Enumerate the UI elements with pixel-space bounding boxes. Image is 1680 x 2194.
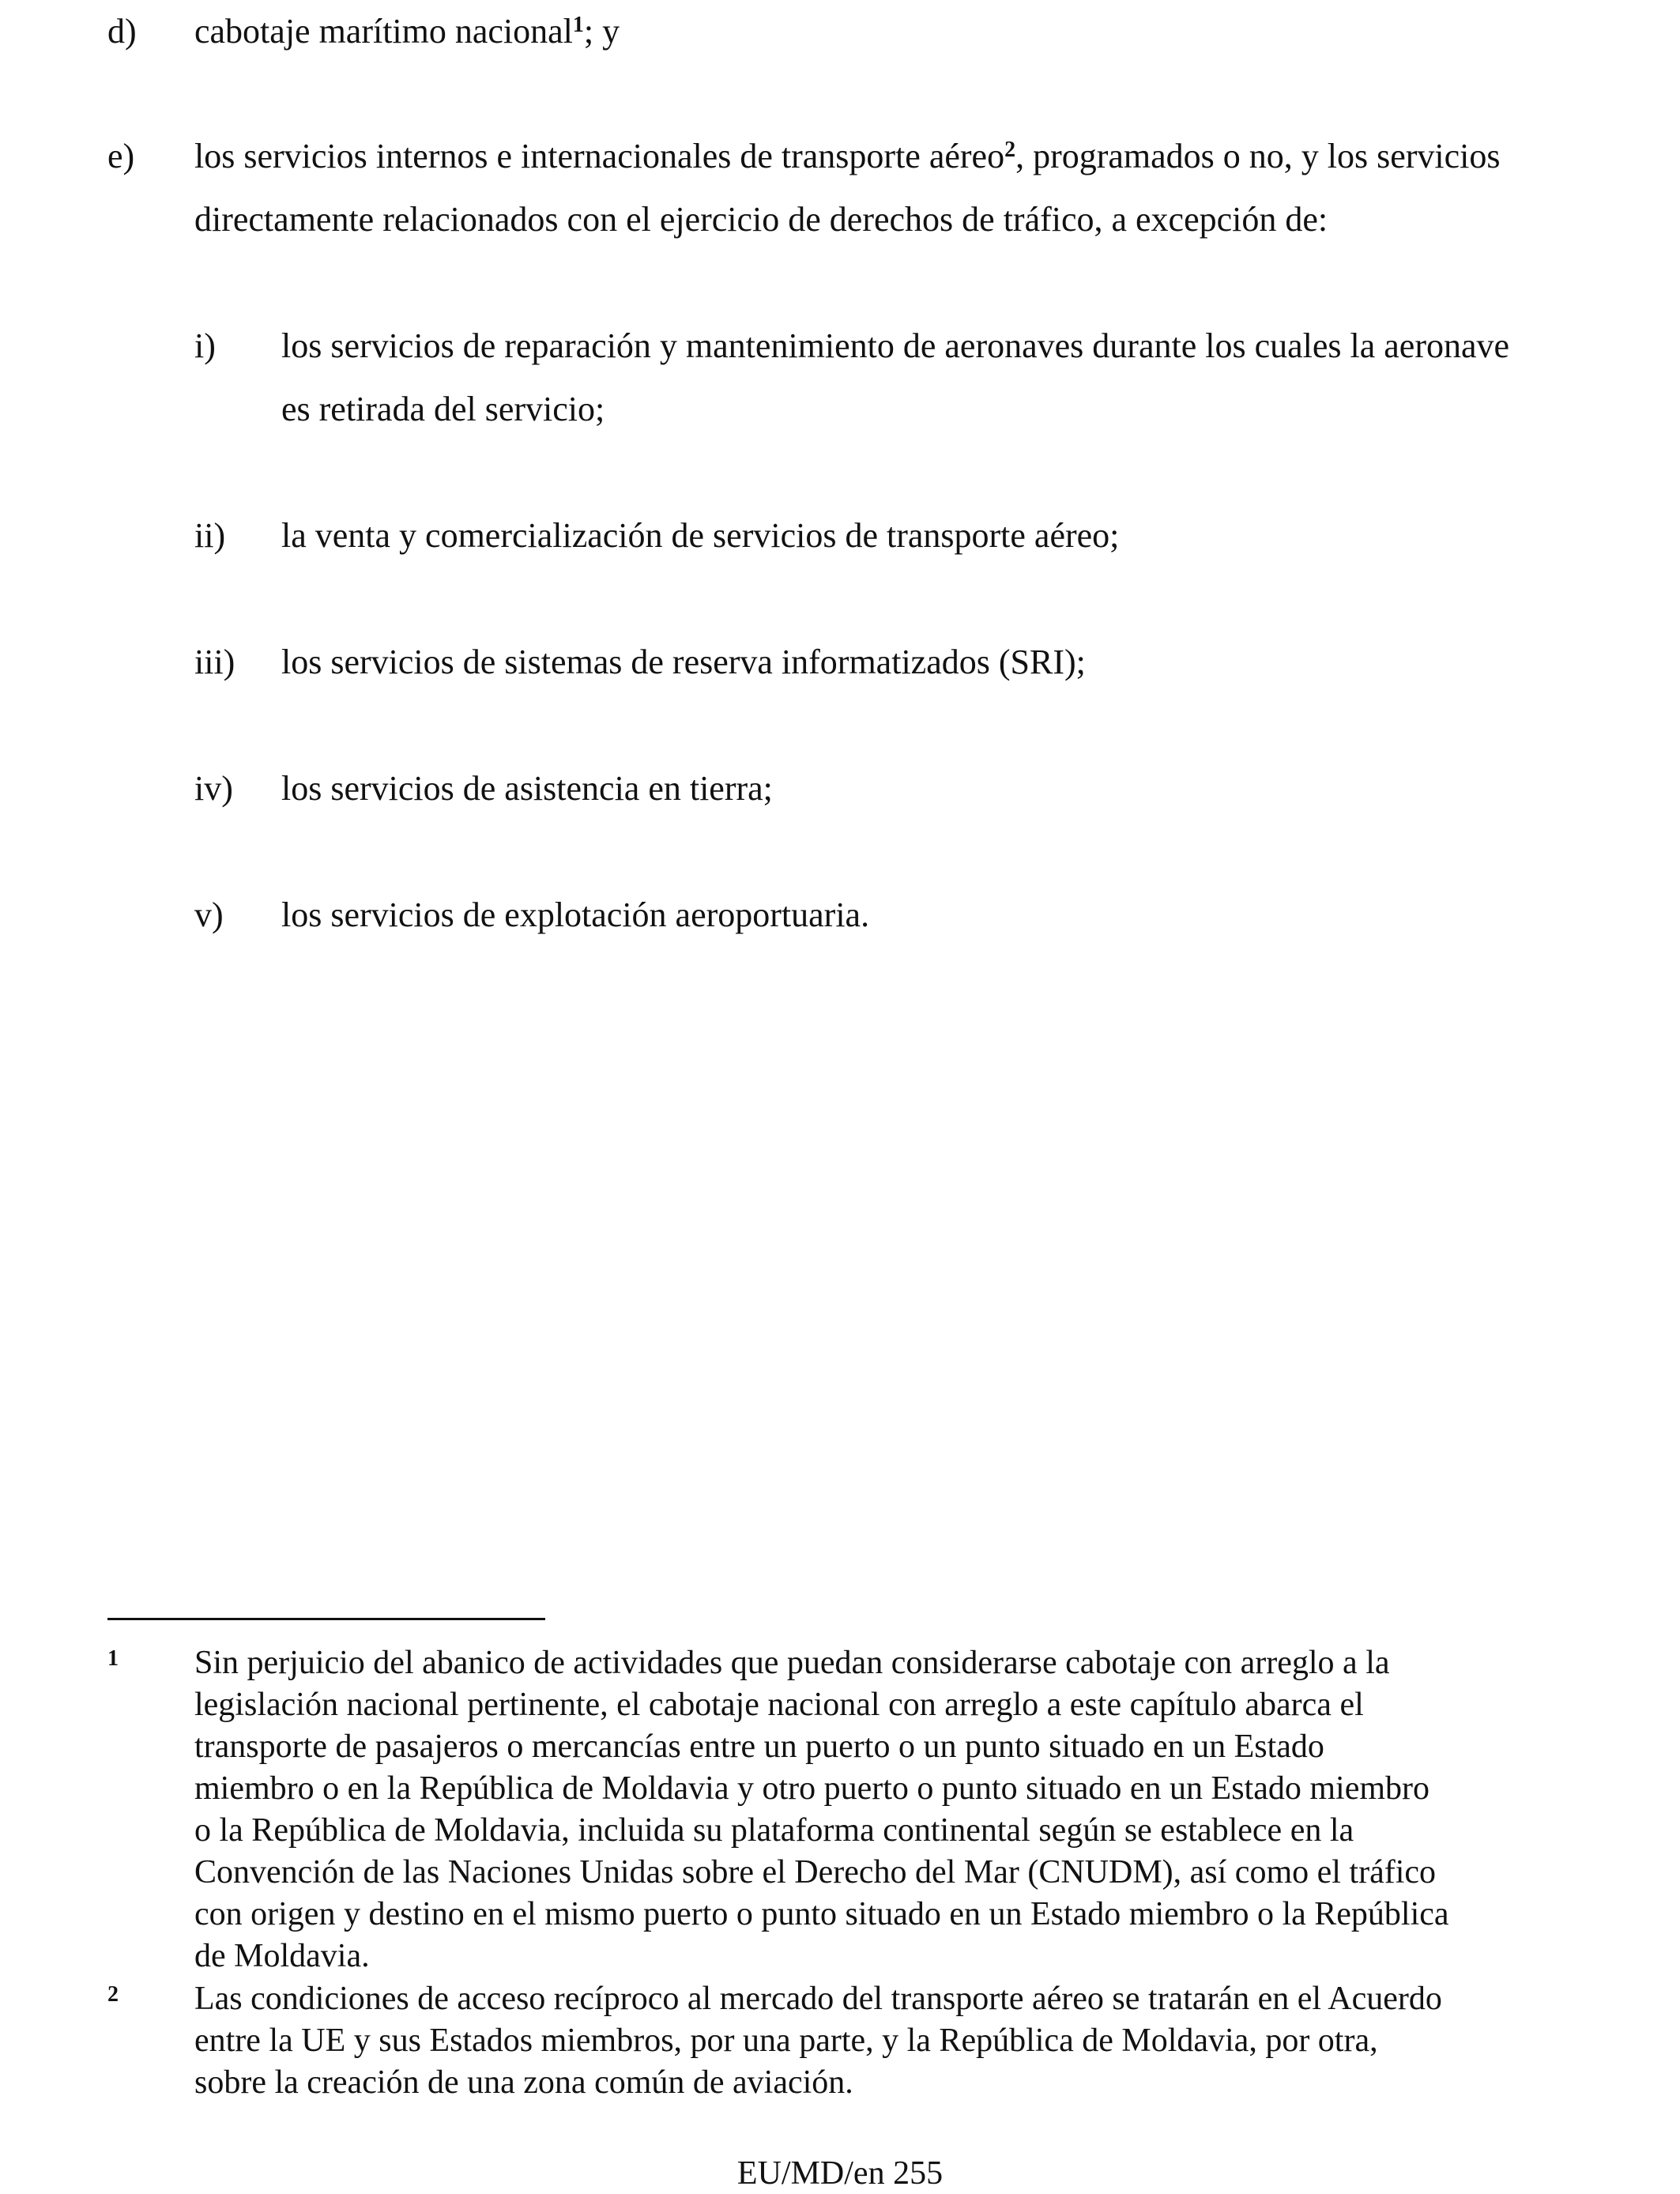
footnote-text [194, 1978, 1680, 2104]
sublist-item-v [194, 884, 1617, 947]
list-item-label: d) [107, 12, 137, 51]
footnote-text [194, 1642, 1680, 1977]
sublist-item-iii [194, 631, 1617, 694]
list-item-text [194, 0, 620, 63]
footnote-ref: 1 [572, 13, 584, 37]
sublist-item-label: v) [194, 895, 224, 934]
footnote-line: entre la UE y sus Estados miembros, por una parte, y la República de Moldavia, por otra, [194, 2022, 1378, 2059]
sublist-item-ii [194, 504, 1617, 567]
sublist-item-label: iii) [194, 643, 235, 681]
sublist-item-text: la venta y comercialización de servicios de transporte aéreo; [281, 516, 1120, 555]
footnote-number: 2 [107, 1982, 119, 2007]
sublist-item-iv [194, 757, 1617, 820]
footnote-line: legislación nacional pertinente, el cabotaje nacional con arreglo a este capítulo abarca el [194, 1687, 1364, 1723]
sublist-item-text: los servicios de sistemas de reserva informatizados (SRI); [281, 643, 1086, 681]
footnote-line: Convención de las Naciones Unidas sobre el Derecho del Mar (CNUDM), así como el tráfico [194, 1854, 1437, 1891]
list-item-d [107, 0, 1609, 63]
item-text: cabotaje marítimo nacional [194, 12, 573, 51]
footnote-line: de Moldavia. [194, 1938, 370, 1974]
footnote-line: Sin perjuicio del abanico de actividades que puedan considerarse cabotaje con arreglo a la [194, 1645, 1390, 1681]
sublist-item-label: iv) [194, 769, 233, 808]
list-item-label: e) [107, 137, 135, 175]
list-item-text [194, 125, 1501, 188]
sublist-item-text: los servicios de asistencia en tierra; [281, 769, 773, 808]
item-text: los servicios internos e internacionales de transporte aéreo [194, 137, 1005, 175]
footnote-line: transporte de pasajeros o mercancías entre un puerto o un punto situado en un Estado [194, 1728, 1324, 1765]
footnote-line: o la República de Moldavia, incluida su plataforma continental según se establece en la [194, 1812, 1354, 1849]
sublist-item-label: i) [194, 326, 216, 365]
footnote-2 [107, 1978, 1680, 2113]
list-item-text-line2: directamente relacionados con el ejercicio de derechos de tráfico, a excepción de: [194, 200, 1328, 239]
sublist-item-text: los servicios de explotación aeroportuaria. [281, 895, 870, 934]
sublist-item-text: los servicios de reparación y mantenimiento de aeronaves durante los cuales la aeronave [281, 326, 1510, 365]
footnote-separator [107, 1618, 545, 1620]
footnote-line: miembro o en la República de Moldavia y otro puerto o punto situado en un Estado miembro [194, 1770, 1430, 1807]
footnote-line: con origen y destino en el mismo puerto o punto situado en un Estado miembro o la República [194, 1896, 1449, 1932]
footnote-ref: 2 [1004, 138, 1016, 162]
item-text-after: ; y [583, 12, 620, 51]
footnote-1 [107, 1642, 1680, 1982]
sublist-item-text-line2: es retirada del servicio; [281, 390, 605, 428]
footnote-line: Las condiciones de acceso recíproco al mercado del transporte aéreo se tratarán en el Acuerdo [194, 1981, 1442, 2017]
footnote-number: 1 [107, 1646, 119, 1671]
item-text-after: , programados o no, y los servicios [1015, 137, 1501, 175]
page-number: EU/MD/en 255 [736, 2155, 944, 2192]
sublist-item-label: ii) [194, 516, 226, 555]
list-item-e [107, 125, 1609, 251]
footnote-line: sobre la creación de una zona común de aviación. [194, 2064, 853, 2101]
sublist-item-i [194, 315, 1617, 441]
